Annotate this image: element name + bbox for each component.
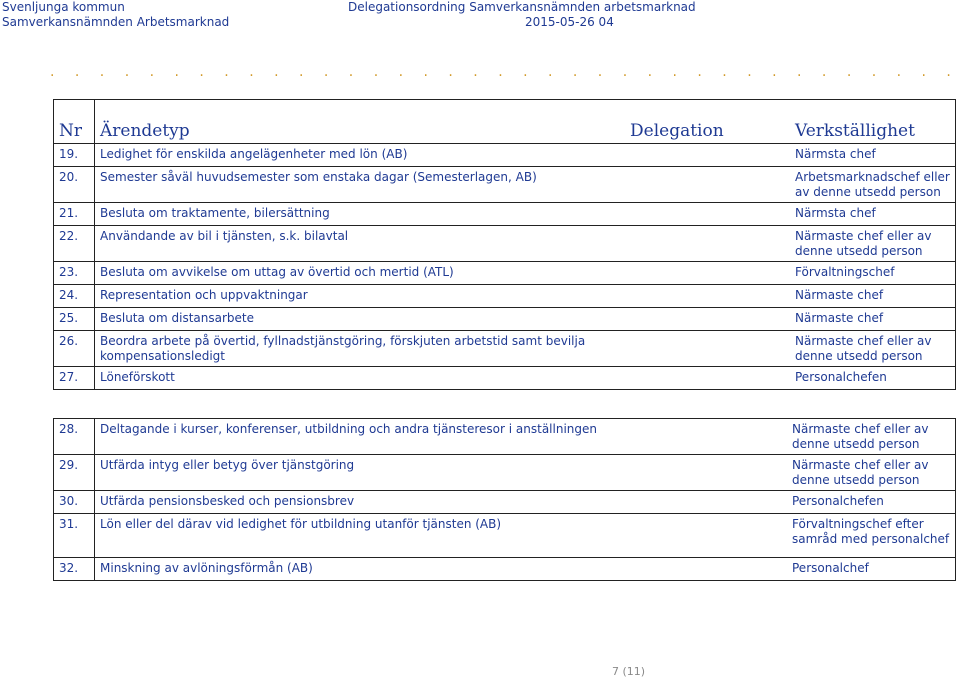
row-arendetyp: Besluta om distansarbete (100, 311, 255, 325)
row-verkstallighet: Arbetsmarknadschef eller av denne utsedd person (795, 170, 950, 199)
table-header-row (54, 100, 956, 144)
header-doc-date: 2015-05-26 04 (525, 15, 614, 29)
row-nr: 21. (54, 203, 95, 226)
row-verkstallighet: Personalchef (792, 561, 869, 575)
row-verkstallighet: Förvaltningschef (795, 265, 895, 279)
header-org: Svenljunga kommun (2, 0, 125, 14)
page-number: 7 (11) (612, 665, 646, 678)
row-arendetyp: Utfärda pensionsbesked och pensionsbrev (100, 494, 355, 508)
row-arendetyp: Besluta om avvikelse om uttag av övertid och mertid (ATL) (100, 265, 454, 279)
row-verkstallighet: Närmsta chef (795, 147, 876, 161)
row-arendetyp: Beordra arbete på övertid, fyllnadstjänstgöring, förskjuten arbetstid samt bevilja kompensationsledigt (100, 334, 586, 363)
row-arendetyp: Minskning av avlöningsförmån (AB) (100, 561, 313, 575)
row-delegation (625, 262, 790, 285)
header-doc-title: Delegationsordning Samverkansnämnden arbetsmarknad (348, 0, 696, 14)
row-nr: 23. (54, 262, 95, 285)
table-row (54, 144, 956, 167)
row-nr: 19. (54, 144, 95, 167)
table-row (54, 331, 956, 367)
table-row (54, 203, 956, 226)
delegation-table (53, 99, 956, 390)
row-arendetyp: Lön eller del därav vid ledighet för utbildning utanför tjänsten (AB) (100, 517, 502, 531)
row-verkstallighet: Närmaste chef eller av denne utsedd person (795, 229, 932, 258)
row-nr: 28. (54, 419, 95, 455)
header-board: Samverkansnämnden Arbetsmarknad (2, 15, 230, 29)
row-arendetyp: Deltagande i kurser, konferenser, utbildning och andra tjänsteresor i anställningen (100, 422, 597, 436)
row-nr: 29. (54, 455, 95, 491)
header-delegation: Delegation (630, 121, 724, 141)
table-row (54, 167, 956, 203)
row-nr: 22. (54, 226, 95, 262)
row-delegation (625, 144, 790, 167)
row-arendetyp: Representation och uppvaktningar (100, 288, 308, 302)
header-verkstallighet: Verkställighet (795, 121, 915, 141)
row-delegation (625, 203, 790, 226)
table-row (54, 262, 956, 285)
row-delegation (625, 367, 790, 390)
table-row (54, 455, 956, 491)
row-verkstallighet: Personalchefen (795, 370, 887, 384)
table-row (54, 491, 956, 514)
row-arendetyp: Användande av bil i tjänsten, s.k. bilavtal (100, 229, 349, 243)
row-verkstallighet: Närmaste chef (795, 288, 884, 302)
row-nr: 32. (54, 558, 95, 581)
row-delegation (625, 167, 790, 203)
header-nr: Nr (54, 100, 95, 144)
row-nr: 20. (54, 167, 95, 203)
row-arendetyp: Semester såväl huvudsemester som enstaka dagar (Semesterlagen, AB) (100, 170, 537, 184)
table-row (54, 558, 956, 581)
row-arendetyp: Löneförskott (100, 370, 175, 384)
table-row (54, 308, 956, 331)
row-verkstallighet: Förvaltningschef efter samråd med personalchef (792, 517, 950, 546)
row-delegation (625, 308, 790, 331)
table-row (54, 419, 956, 455)
row-delegation (625, 285, 790, 308)
row-nr: 24. (54, 285, 95, 308)
table-row (54, 514, 956, 558)
row-nr: 31. (54, 514, 95, 558)
row-arendetyp: Utfärda intyg eller betyg över tjänstgöring (100, 458, 355, 472)
table-row (54, 367, 956, 390)
delegation-table-continued (53, 418, 956, 581)
row-verkstallighet: Närmaste chef eller av denne utsedd person (795, 334, 932, 363)
table-row (54, 285, 956, 308)
dotted-separator: . . . . . . . . . . . . . . . . . . . . . . . . . . . . . . . . . . . . . (50, 64, 959, 80)
row-nr: 26. (54, 331, 95, 367)
row-nr: 30. (54, 491, 95, 514)
row-nr: 25. (54, 308, 95, 331)
row-verkstallighet: Närmaste chef eller av denne utsedd person (792, 458, 929, 487)
header-arendetyp: Ärendetyp (100, 121, 190, 141)
row-nr: 27. (54, 367, 95, 390)
row-verkstallighet: Närmaste chef (795, 311, 884, 325)
row-verkstallighet: Personalchefen (792, 494, 884, 508)
row-verkstallighet: Närmsta chef (795, 206, 876, 220)
row-arendetyp: Besluta om traktamente, bilersättning (100, 206, 330, 220)
row-verkstallighet: Närmaste chef eller av denne utsedd person (792, 422, 929, 451)
row-arendetyp: Ledighet för enskilda angelägenheter med lön (AB) (100, 147, 408, 161)
row-delegation (625, 331, 790, 367)
row-delegation (625, 226, 790, 262)
table-row (54, 226, 956, 262)
